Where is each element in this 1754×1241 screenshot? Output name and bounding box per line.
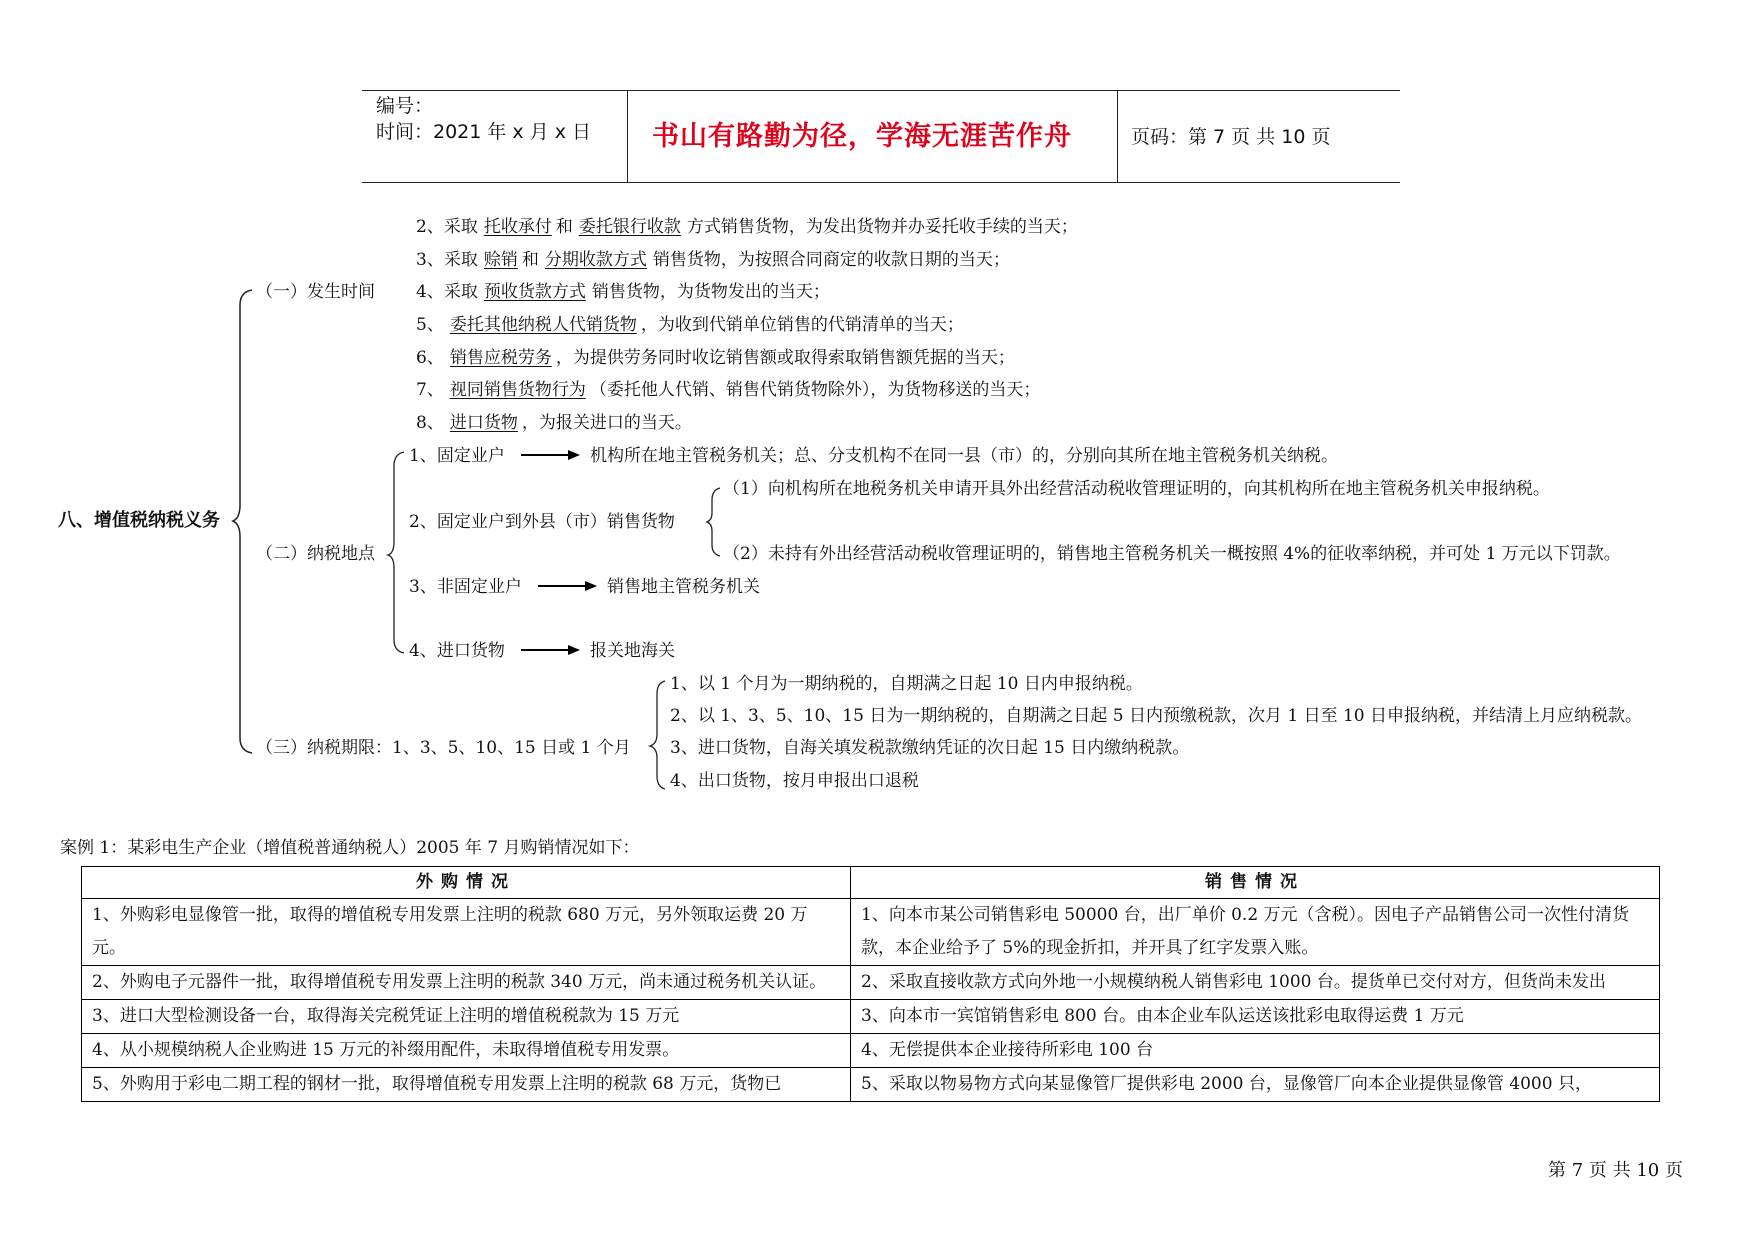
page-footer-number: 第 7 页 共 10 页 (1548, 1160, 1683, 1181)
table-row (82, 1034, 1660, 1068)
purchase-cell: 5、外购用于彩电二期工程的钢材一批，取得增值税专用发票上注明的税款 68 万元，货物已 (82, 1068, 851, 1102)
section2-item3-label: 3、非固定业户 (409, 577, 522, 597)
section3-item-4: 4、出口货物，按月申报出口退税 (670, 771, 919, 791)
section1-item-3: 3、采取 赊销 和 分期收款方式 销售货物，为按照合同商定的收款日期的当天； (416, 250, 1010, 270)
section3-item-3: 3、进口货物，自海关填发税款缴纳凭证的次日起 15 日内缴纳税款。 (670, 738, 1190, 758)
section1-item-2: 2、采取 托收承付 和 委托银行收款 方式销售货物，为发出货物并办妥托收手续的当天； (416, 217, 1078, 237)
section2-item2-sub2: （2）未持有外出经营活动税收管理证明的，销售地主管税务机关一概按照 4%的征收率纳税，并可处 1 万元以下罚款。 (723, 544, 1621, 564)
column-header-purchase: 外购情况 (82, 867, 851, 899)
section1-item-8: 8、 进口货物 ，为报关进口的当天。 (416, 413, 692, 433)
underlined-term: 托收承付 (483, 217, 552, 237)
section2-item4-text: 报关地海关 (590, 641, 675, 661)
document-number-label: 编号： (376, 95, 434, 117)
sales-cell: 2、采取直接收款方式向外地一小规模纳税人销售彩电 1000 台。提货单已交付对方，但货尚未发出 (851, 966, 1660, 1000)
purchase-cell: 3、进口大型检测设备一台，取得海关完税凭证上注明的增值税税款为 15 万元 (82, 1000, 851, 1034)
underlined-term: 销售应税劳务 (449, 348, 552, 368)
section2-item2-sub1: （1）向机构所在地税务机关申请开具外出经营活动税收管理证明的，向其机构所在地主管税务机关申报纳税。 (723, 479, 1550, 499)
section3-brace (650, 681, 665, 789)
table-row (82, 899, 1660, 966)
main-brace (233, 290, 252, 753)
section2-brace (388, 452, 404, 653)
page-code: 页码：第 7 页 共 10 页 (1131, 126, 1331, 148)
sales-cell: 4、无偿提供本企业接待所彩电 100 台 (851, 1034, 1660, 1068)
sales-cell: 1、向本市某公司销售彩电 50000 台，出厂单价 0.2 万元（含税）。因电子产品销售公司一次性付清货款，本企业给予了 5%的现金折扣，并开具了红字发票入账。 (851, 899, 1660, 966)
underlined-term: 预收货款方式 (483, 282, 586, 302)
sales-cell: 3、向本市一宾馆销售彩电 800 台。由本企业车队运送该批彩电取得运费 1 万元 (851, 1000, 1660, 1034)
arrow-head-3 (585, 581, 597, 591)
section3-item-2: 2、以 1、3、5、10、15 日为一期纳税的，自期满之日起 5 日内预缴税款，次月 1 日至 10 日申报纳税，并结清上月应纳税款。 (670, 706, 1643, 726)
table-row (82, 1068, 1660, 1102)
underlined-term: 视同销售货物行为 (449, 380, 586, 400)
column-header-sales: 销售情况 (851, 867, 1660, 899)
purchase-cell: 4、从小规模纳税人企业购进 15 万元的补缀用配件，未取得增值税专用发票。 (82, 1034, 851, 1068)
item2-sub-brace (707, 488, 720, 556)
underlined-term: 分期收款方式 (544, 250, 647, 270)
section3-item-1: 1、以 1 个月为一期纳税的，自期满之日起 10 日内申报纳税。 (670, 674, 1143, 694)
section2-item2-label: 2、固定业户到外县（市）销售货物 (409, 512, 675, 532)
arrow-head-4 (568, 645, 580, 655)
table-row (82, 1000, 1660, 1034)
section1-label: （一）发生时间 (256, 282, 375, 302)
section1-item-7: 7、 视同销售货物行为 （委托他人代销、销售代销货物除外），为货物移送的当天； (416, 380, 1041, 400)
section2-item1-text: 机构所在地主管税务机关；总、分支机构不在同一县（市）的，分别向其所在地主管税务机关纳税。 (590, 446, 1338, 466)
outline-title: 八、增值税纳税义务 (58, 510, 220, 531)
document-time-label: 时间：2021 年 x 月 x 日 (376, 121, 592, 143)
table-row (82, 966, 1660, 1000)
underlined-term: 委托其他纳税人代销货物 (449, 315, 637, 335)
section1-item-4: 4、采取 预收货款方式 销售货物，为货物发出的当天； (416, 282, 830, 302)
sales-cell: 5、采取以物易物方式向某显像管厂提供彩电 2000 台，显像管厂向本企业提供显像管 4000 只， (851, 1068, 1660, 1102)
purchase-cell: 1、外购彩电显像管一批，取得的增值税专用发票上注明的税款 680 万元，另外领取运费 20 万元。 (82, 899, 851, 966)
purchase-cell: 2、外购电子元器件一批，取得增值税专用发票上注明的税款 340 万元，尚未通过税务机关认证。 (82, 966, 851, 1000)
table-header-row (82, 867, 1660, 899)
section2-label: （二）纳税地点 (256, 544, 375, 564)
section1-item-6: 6、 销售应税劳务 ，为提供劳务同时收讫销售额或取得索取销售额凭据的当天； (416, 348, 1015, 368)
underlined-term: 进口货物 (449, 413, 518, 433)
section2-item4-label: 4、进口货物 (409, 641, 505, 661)
section2-item3-text: 销售地主管税务机关 (607, 577, 760, 597)
section1-item-5: 5、 委托其他纳税人代销货物 ，为收到代销单位销售的代销清单的当天； (416, 315, 964, 335)
section2-item1-label: 1、固定业户 (409, 446, 505, 466)
section3-label: （三）纳税期限：1、3、5、10、15 日或 1 个月 (256, 738, 631, 758)
underlined-term: 委托银行收款 (578, 217, 681, 237)
motto-banner: 书山有路勤为径，学海无涯苦作舟 (652, 121, 1072, 152)
arrow-head-1 (568, 450, 580, 460)
case-intro: 案例 1：某彩电生产企业（增值税普通纳税人）2005 年 7 月购销情况如下： (60, 838, 640, 858)
case-table (81, 866, 1660, 1102)
underlined-term: 赊销 (483, 250, 518, 270)
